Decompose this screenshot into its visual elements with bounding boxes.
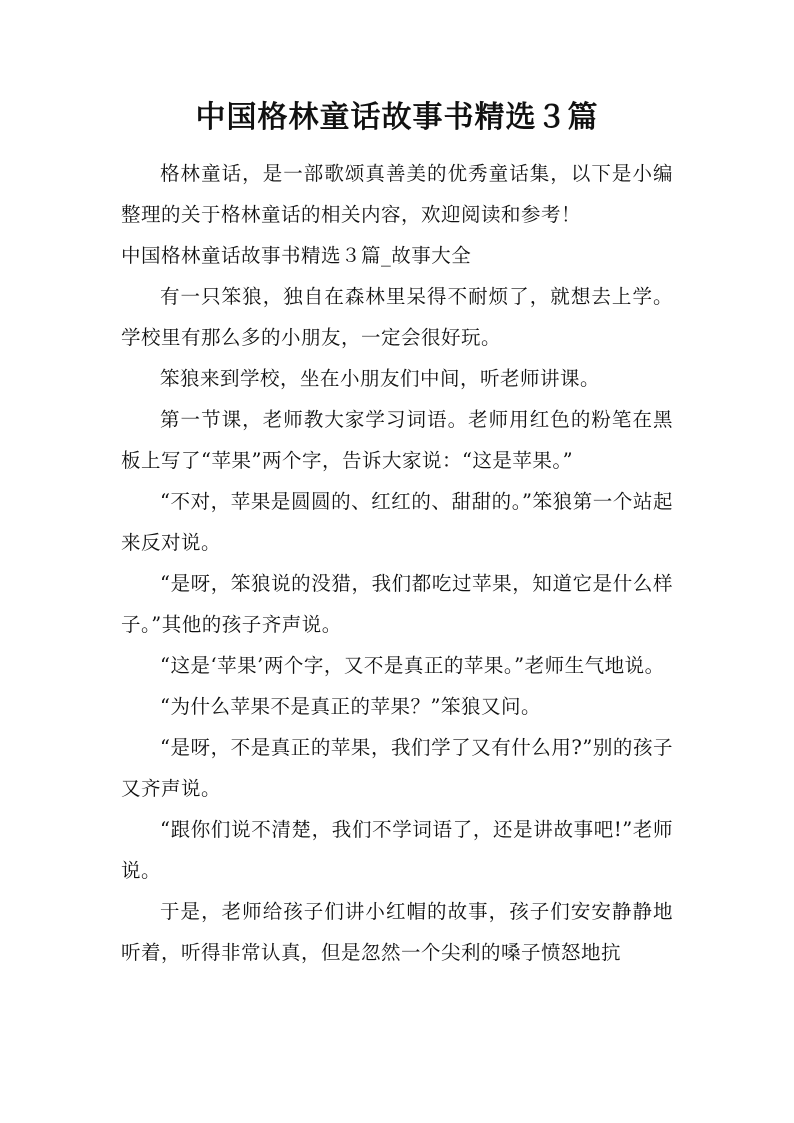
story-paragraph: “是呀，笨狼说的没猎，我们都吃过苹果，知道它是什么样子。”其他的孩子齐声说。	[121, 572, 673, 636]
story-paragraph: “这是‘苹果’两个字，又不是真正的苹果。”老师生气地说。	[160, 654, 665, 677]
story-paragraph: 于是，老师给孩子们讲小红帽的故事，孩子们安安静静地听着，听得非常认真，但是忽然一个尖利的嗓子愤怒地抗	[121, 900, 673, 964]
section-subheading: 中国格林童话故事书精选３篇_故事大全	[121, 244, 472, 267]
story-paragraph: “为什么苹果不是真正的苹果？”笨狼又问。	[160, 695, 541, 718]
story-paragraph: “跟你们说不清楚，我们不学词语了，还是讲故事吧!”老师说。	[121, 818, 673, 882]
document-body	[121, 153, 673, 973]
story-paragraph: 笨狼来到学校，坐在小朋友们中间，听老师讲课。	[160, 367, 601, 390]
story-paragraph: “不对，苹果是圆圆的、红红的、甜甜的。”笨狼第一个站起来反对说。	[121, 490, 673, 554]
intro-paragraph: 格林童话，是一部歌颂真善美的优秀童话集，以下是小编整理的关于格林童话的相关内容，欢迎阅读和参考！	[121, 162, 673, 226]
story-paragraph: 有一只笨狼，独自在森林里呆得不耐烦了，就想去上学。学校里有那么多的小朋友，一定会很好玩。	[121, 285, 673, 349]
story-paragraph: 第一节课，老师教大家学习词语。老师用红色的粉笔在黑板上写了“苹果”两个字，告诉大家说：“这是苹果。”	[121, 408, 673, 472]
story-paragraph: “是呀，不是真正的苹果，我们学了又有什么用?”别的孩子又齐声说。	[121, 736, 673, 800]
document-title: 中国格林童话故事书精选３篇	[195, 100, 599, 135]
